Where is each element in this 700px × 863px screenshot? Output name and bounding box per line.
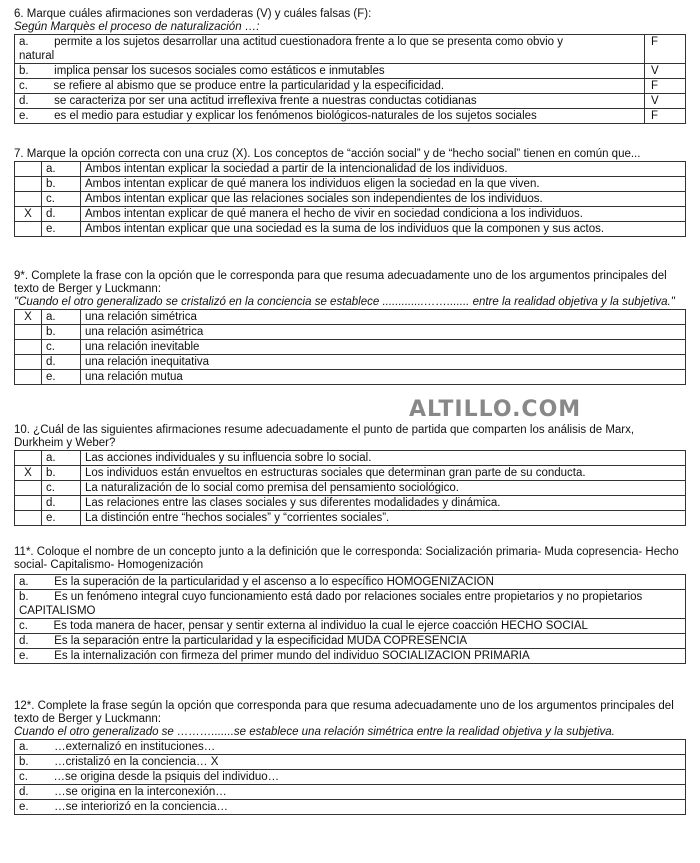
option-statement: La naturalización de lo social como premisa del pensamiento sociológico. <box>81 481 686 496</box>
question-7-title: 7. Marque la opción correcta con una cruz (X). Los conceptos de “acción social” y de “hecho social” tienen en común que... <box>14 148 641 160</box>
option-text <box>15 64 645 79</box>
option-statement: una relación asimétrica <box>81 325 686 340</box>
option-letter: c. <box>42 481 81 496</box>
table-row <box>15 496 686 511</box>
table-row <box>15 451 686 466</box>
table-row <box>15 634 686 649</box>
option-text <box>15 35 645 64</box>
option-statement: …se origina desde la psiquis del individuo… <box>53 771 280 783</box>
option-letter: d. <box>42 355 81 370</box>
table-row <box>15 740 686 755</box>
option-statement: …cristalizó en la conciencia… X <box>54 756 219 768</box>
table-row <box>15 162 686 177</box>
question-9-title: 9*. Complete la frase con la opción que le corresponda para que resuma adecuadamente uno de los argumentos principales del texto de Berger y Luckmann: <box>14 270 667 295</box>
option-letter: e. <box>42 222 81 237</box>
mark-cell <box>15 355 42 370</box>
table-row <box>15 109 686 124</box>
table-row <box>15 800 686 815</box>
table-row <box>15 177 686 192</box>
option-letter: c. <box>19 771 28 783</box>
option-letter: d. <box>19 95 29 107</box>
mark-cell <box>15 451 42 466</box>
mark-cell <box>15 325 42 340</box>
question-7-table <box>14 161 686 237</box>
table-row <box>15 340 686 355</box>
table-row <box>15 355 686 370</box>
table-row <box>15 481 686 496</box>
option-letter: d. <box>42 207 81 222</box>
table-row <box>15 575 686 590</box>
option-statement: una relación inevitable <box>81 340 686 355</box>
option-text <box>15 785 686 800</box>
option-statement: Ambos intentan explicar de qué manera los individuos eligen la sociedad en la que viven. <box>81 177 686 192</box>
table-row <box>15 466 686 481</box>
option-statement: Ambos intentan explicar de qué manera el hecho de vivir en sociedad condiciona a los individuos. <box>81 207 686 222</box>
option-statement: …se interiorizó en la conciencia… <box>54 801 229 813</box>
mark-cell <box>15 192 42 207</box>
option-text <box>15 575 686 590</box>
option-statement: se refiere al abismo que se produce entre la particularidad y la especificidad. <box>53 80 445 92</box>
mark-cell <box>15 496 42 511</box>
option-statement: una relación inequitativa <box>81 355 686 370</box>
option-statement: Es la separación entre la particularidad y la especificidad MUDA COPRESENCIA <box>54 635 468 647</box>
option-statement: se caracteriza por ser una actitud irreflexiva frente a nuestras conductas cotidianas <box>54 95 477 107</box>
table-row <box>15 590 686 619</box>
option-letter: d. <box>19 635 29 647</box>
table-row <box>15 310 686 325</box>
option-text <box>15 800 686 815</box>
option-letter: b. <box>19 591 29 603</box>
option-letter: e. <box>42 370 81 385</box>
option-statement: Ambos intentan explicar la sociedad a partir de la intencionalidad de los individuos. <box>81 162 686 177</box>
option-letter: d. <box>42 496 81 511</box>
option-letter: b. <box>42 325 81 340</box>
answer-cell: V <box>645 64 686 79</box>
option-statement: implica pensar los sucesos sociales como estáticos e inmutables <box>54 65 385 77</box>
option-statement: Los individuos están envueltos en estructuras sociales que determinan gran parte de su conducta. <box>81 466 686 481</box>
question-9-table <box>14 309 686 385</box>
table-row <box>15 94 686 109</box>
table-row <box>15 35 686 64</box>
table-row <box>15 511 686 526</box>
question-9-subtitle: "Cuando el otro generalizado se cristalizó en la conciencia se establece .............……....... entre la realidad objetiva y la subjetiva." <box>14 296 675 308</box>
mark-cell <box>15 222 42 237</box>
table-row <box>15 79 686 94</box>
option-letter: b. <box>19 65 29 77</box>
option-text <box>15 79 645 94</box>
option-statement: es el medio para estudiar y explicar los fenómenos biológicos-naturales de los sujetos sociales <box>54 110 537 122</box>
question-7 <box>14 148 686 237</box>
option-letter: d. <box>19 786 29 798</box>
question-10 <box>14 424 686 526</box>
answer-cell: F <box>645 35 686 64</box>
table-row <box>15 619 686 634</box>
question-6-subtitle: Según Marquès el proceso de naturalización …: <box>14 21 260 33</box>
option-letter: a. <box>19 576 29 588</box>
option-letter: a. <box>42 451 81 466</box>
table-row <box>15 770 686 785</box>
option-letter: a. <box>19 36 29 48</box>
table-row <box>15 192 686 207</box>
table-row <box>15 207 686 222</box>
option-statement: Es la superación de la particularidad y el ascenso a lo específico HOMOGENIZACION <box>54 576 494 588</box>
option-text <box>15 94 645 109</box>
table-row <box>15 755 686 770</box>
option-text <box>15 649 686 664</box>
question-11 <box>14 546 686 664</box>
option-statement-cont: natural <box>19 50 55 62</box>
option-text <box>15 740 686 755</box>
mark-cell <box>15 340 42 355</box>
answer-cell: V <box>645 94 686 109</box>
option-letter: c. <box>19 80 28 92</box>
option-text <box>15 634 686 649</box>
question-11-title: 11*. Coloque el nombre de un concepto junto a la definición que le corresponda: Socialización primaria- Muda copresencia- Hecho social- Capitalismo- Homogenización <box>14 546 679 571</box>
question-12-title: 12*. Complete la frase según la opción que corresponda para que resuma adecuadamente uno de los argumentos principales del texto de Berger y Luckmann: <box>14 700 674 725</box>
question-10-table <box>14 450 686 526</box>
option-letter: c. <box>19 620 28 632</box>
option-statement: Las acciones individuales y su influencia sobre lo social. <box>81 451 686 466</box>
table-row <box>15 370 686 385</box>
mark-cell <box>15 511 42 526</box>
option-letter: e. <box>19 110 29 122</box>
option-statement: una relación simétrica <box>81 310 686 325</box>
question-6-title: 6. Marque cuáles afirmaciones son verdaderas (V) y cuáles falsas (F): <box>14 8 372 20</box>
table-row <box>15 222 686 237</box>
mark-cell <box>15 481 42 496</box>
option-statement: La distinción entre “hechos sociales” y “corrientes sociales”. <box>81 511 686 526</box>
question-6 <box>14 8 686 124</box>
option-letter: e. <box>19 801 29 813</box>
option-letter: b. <box>19 756 29 768</box>
option-letter: c. <box>42 192 81 207</box>
question-11-table <box>14 574 686 664</box>
option-letter: e. <box>19 650 29 662</box>
watermark: ALTILLO.COM <box>409 397 582 422</box>
mark-cell <box>15 162 42 177</box>
option-statement: una relación mutua <box>81 370 686 385</box>
option-text <box>15 109 645 124</box>
mark-cell <box>15 177 42 192</box>
mark-cell: X <box>15 207 42 222</box>
table-row <box>15 64 686 79</box>
option-statement: Las relaciones entre las clases sociales y sus diferentes modalidades y dinámica. <box>81 496 686 511</box>
question-12-subtitle: Cuando el otro generalizado se ……….......se establece una relación simétrica entre la realidad objetiva y la subjetiva. <box>14 726 615 738</box>
question-12-table <box>14 739 686 815</box>
question-9 <box>14 270 686 385</box>
answer-cell: F <box>645 109 686 124</box>
option-letter: b. <box>42 177 81 192</box>
option-statement: permite a los sujetos desarrollar una actitud cuestionadora frente a lo que se presenta como obvio y <box>54 36 564 48</box>
option-statement: Es toda manera de hacer, pensar y sentir externa al individuo la cual le ejerce coacción HECHO SOCIAL <box>53 620 588 632</box>
option-text <box>15 619 686 634</box>
option-statement: Es un fenómeno integral cuyo funcionamiento está dado por relaciones sociales entre propietarios y no propietarios CAPITALISMO <box>19 591 643 617</box>
option-statement: Ambos intentan explicar que las relaciones sociales son independientes de los individuos. <box>81 192 686 207</box>
mark-cell: X <box>15 310 42 325</box>
option-statement: Es la internalización con firmeza del primer mundo del individuo SOCIALIZACION PRIMARIA <box>54 650 530 662</box>
option-text <box>15 755 686 770</box>
mark-cell: X <box>15 466 42 481</box>
option-statement: …externalizó en instituciones… <box>54 741 216 753</box>
table-row <box>15 649 686 664</box>
question-10-title: 10. ¿Cuál de las siguientes afirmaciones resume adecuadamente el punto de partida que comparten los análisis de Marx, Durkheim y Weber? <box>14 424 635 449</box>
option-statement: …se origina en la interconexión… <box>54 786 227 798</box>
option-letter: e. <box>42 511 81 526</box>
option-letter: c. <box>42 340 81 355</box>
option-text <box>15 590 686 619</box>
option-letter: a. <box>42 310 81 325</box>
question-6-table <box>14 34 686 124</box>
option-statement: Ambos intentan explicar que una sociedad es la suma de los individuos que la componen y sus actos. <box>81 222 686 237</box>
table-row <box>15 785 686 800</box>
question-12 <box>14 700 686 815</box>
option-letter: b. <box>42 466 81 481</box>
option-text <box>15 770 686 785</box>
option-letter: a. <box>19 741 29 753</box>
option-letter: a. <box>42 162 81 177</box>
mark-cell <box>15 370 42 385</box>
table-row <box>15 325 686 340</box>
answer-cell: F <box>645 79 686 94</box>
